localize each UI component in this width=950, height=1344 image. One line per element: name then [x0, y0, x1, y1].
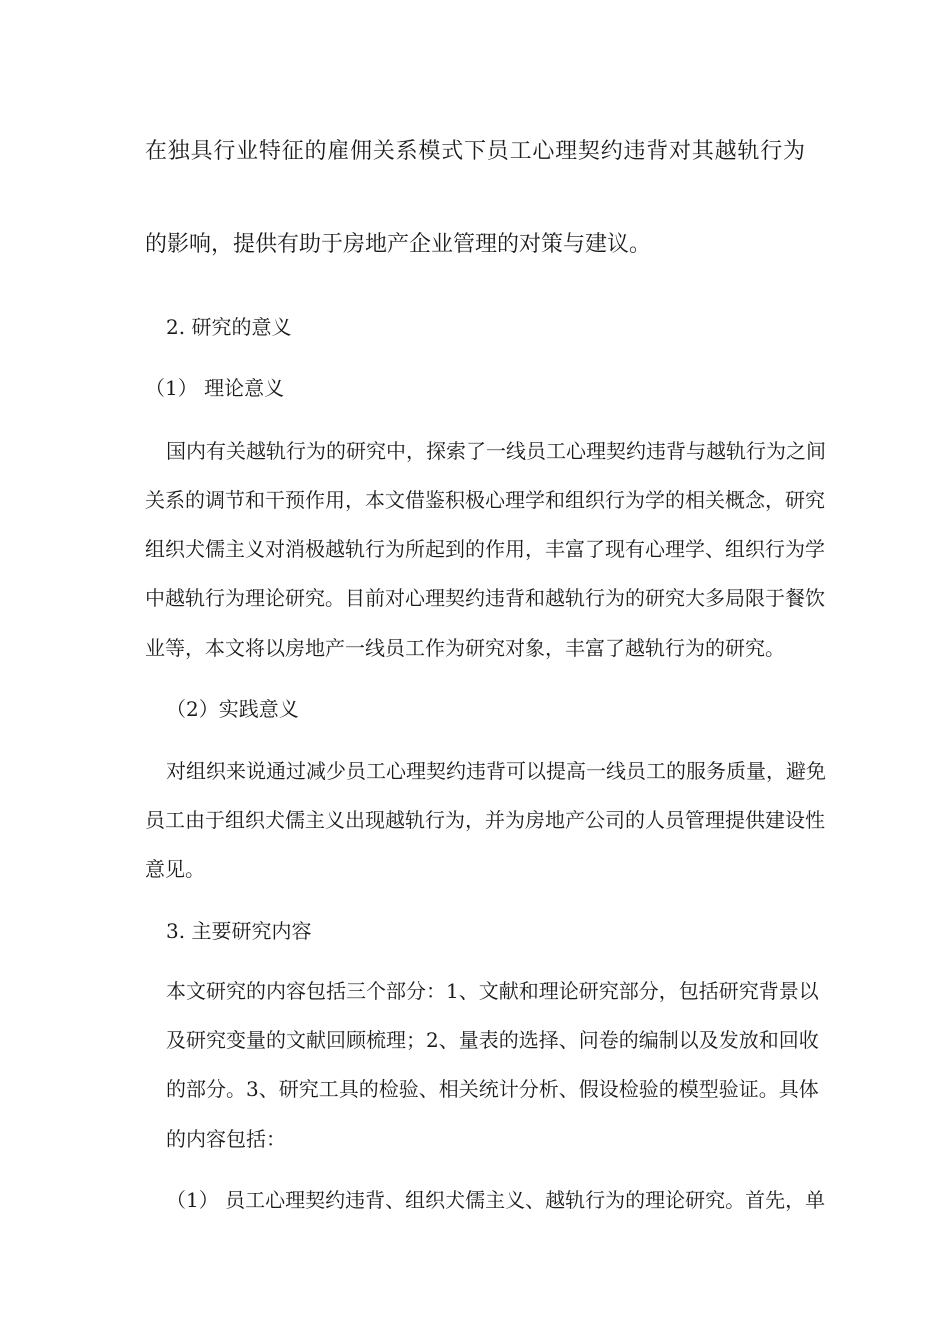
section-heading: 2. 研究的意义 [166, 315, 292, 339]
paragraph-line: 对组织来说通过减少员工心理契约违背可以提高一线员工的服务质量，避免 [166, 759, 826, 783]
subsection-heading: （1） 理论意义 [145, 376, 285, 400]
paragraph-line: 中越轨行为理论研究。目前对心理契约违背和越轨行为的研究大多局限于餐饮 [145, 586, 825, 610]
paragraph-line: 本文研究的内容包括三个部分：1、文献和理论研究部分，包括研究背景以 [166, 979, 819, 1003]
paragraph-line: 员工由于组织犬儒主义出现越轨行为，并为房地产公司的人员管理提供建设性 [145, 808, 825, 832]
paragraph-line: 的部分。3、研究工具的检验、相关统计分析、假设检验的模型验证。具体 [166, 1077, 819, 1101]
paragraph-line: 组织犬儒主义对消极越轨行为所起到的作用，丰富了现有心理学、组织行为学 [145, 537, 825, 561]
paragraph-line: 关系的调节和干预作用，本文借鉴积极心理学和组织行为学的相关概念，研究 [145, 488, 825, 512]
paragraph-line: （1） 员工心理契约违背、组织犬儒主义、越轨行为的理论研究。首先，单 [166, 1188, 826, 1212]
paragraph-line: 的影响，提供有助于房地产企业管理的对策与建议。 [145, 232, 652, 257]
paragraph-line: 意见。 [145, 857, 205, 881]
paragraph-line: 业等，本文将以房地产一线员工作为研究对象，丰富了越轨行为的研究。 [145, 636, 785, 660]
paragraph-line: 国内有关越轨行为的研究中，探索了一线员工心理契约违背与越轨行为之间 [166, 439, 826, 463]
subsection-heading: （2）实践意义 [166, 697, 299, 721]
section-heading: 3. 主要研究内容 [166, 919, 312, 943]
paragraph-line: 在独具行业特征的雇佣关系模式下员工心理契约违背对其越轨行为 [145, 139, 805, 164]
paragraph-line: 的内容包括： [166, 1127, 286, 1151]
paragraph-line: 及研究变量的文献回顾梳理；2、量表的选择、问卷的编制以及发放和回收 [166, 1028, 819, 1052]
